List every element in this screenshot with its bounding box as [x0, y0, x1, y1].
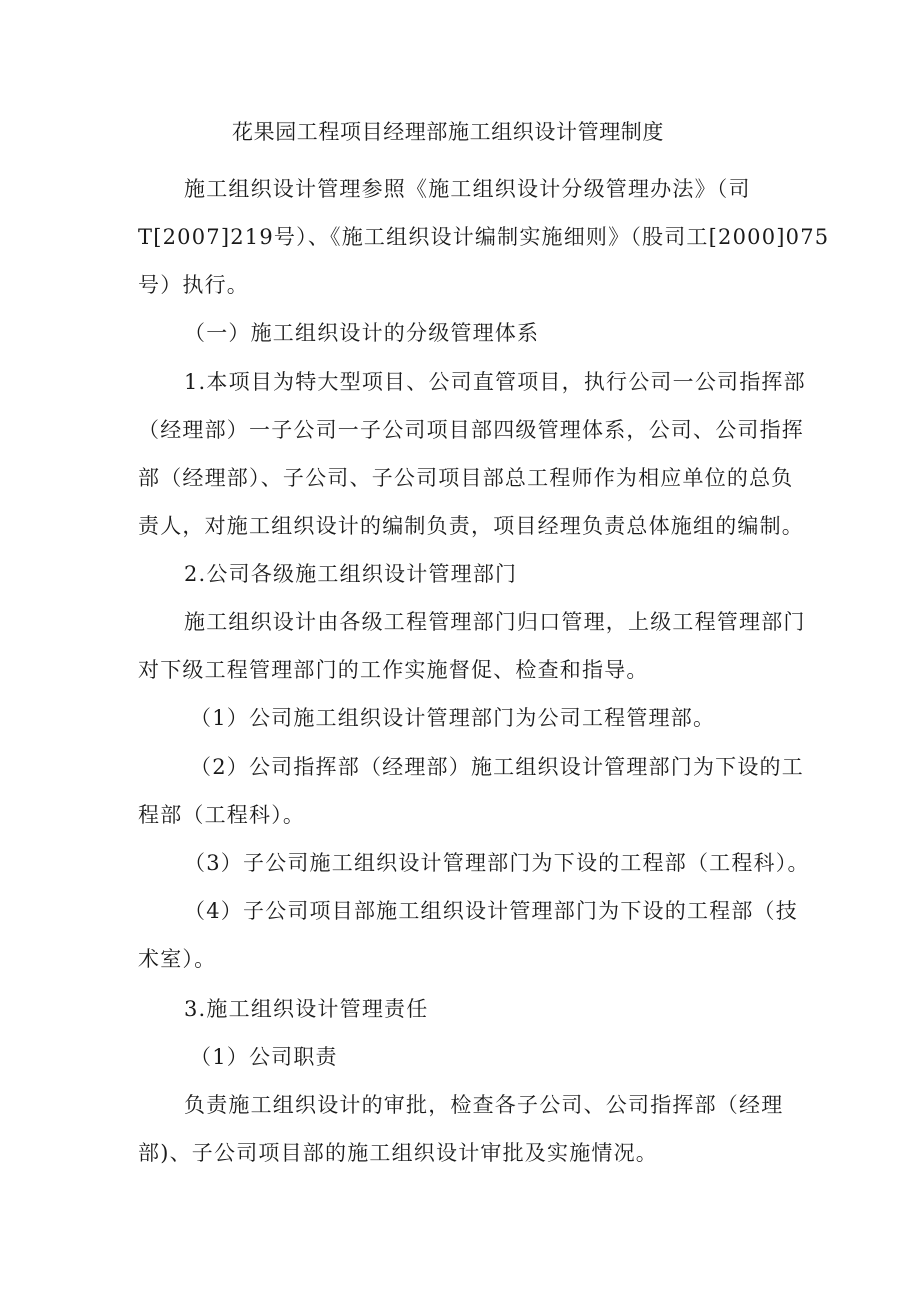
- intro-line-2: T[2007]219号）、《施工组织设计编制实施细则》（股司工[2000]075: [138, 225, 830, 249]
- item-1-line-4: 责人，对施工组织设计的编制负责，项目经理负责总体施组的编制。: [138, 514, 804, 538]
- sub-item-2-line-1: （2）公司指挥部（经理部）施工组织设计管理部门为下设的工: [190, 755, 804, 779]
- intro-line-1: 施工组织设计管理参照《施工组织设计分级管理办法》（司: [184, 177, 751, 201]
- para-2-line-2: 对下级工程管理部门的工作实施督促、检查和指导。: [138, 658, 649, 682]
- para-2-line-1: 施工组织设计由各级工程管理部门归口管理，上级工程管理部门: [184, 610, 806, 634]
- item-1-line-3: 部（经理部）、子公司、子公司项目部总工程师作为相应单位的总负: [138, 466, 794, 490]
- item-2-heading: 2.公司各级施工组织设计管理部门: [184, 562, 518, 586]
- item-3-heading: 3.施工组织设计管理责任: [184, 997, 429, 1021]
- intro-line-3: 号）执行。: [138, 273, 249, 297]
- para-3-line-1: 负责施工组织设计的审批，检查各子公司、公司指挥部（经理: [184, 1093, 784, 1117]
- sub-item-1: （1）公司施工组织设计管理部门为公司工程管理部。: [190, 706, 716, 730]
- sub-item-3: （3）子公司施工组织设计管理部门为下设的工程部（工程科）。: [184, 851, 810, 875]
- sub-item-4-line-1: （4）子公司项目部施工组织设计管理部门为下设的工程部（技: [184, 899, 798, 923]
- sub-item-5: （1）公司职责: [190, 1045, 338, 1069]
- sub-item-2-line-2: 程部（工程科）。: [138, 803, 306, 827]
- item-1-line-1: 1.本项目为特大型项目、公司直管项目，执行公司一公司指挥部: [184, 370, 806, 394]
- section-heading-1: （一）施工组织设计的分级管理体系: [184, 321, 540, 345]
- sub-item-4-line-2: 术室）。: [138, 947, 217, 971]
- item-1-line-2: （经理部）一子公司一子公司项目部四级管理体系，公司、公司指挥: [138, 418, 804, 442]
- para-3-line-2: 部)、子公司项目部的施工组织设计审批及实施情况。: [138, 1141, 658, 1165]
- document-title: 花果园工程项目经理部施工组织设计管理制度: [232, 120, 664, 144]
